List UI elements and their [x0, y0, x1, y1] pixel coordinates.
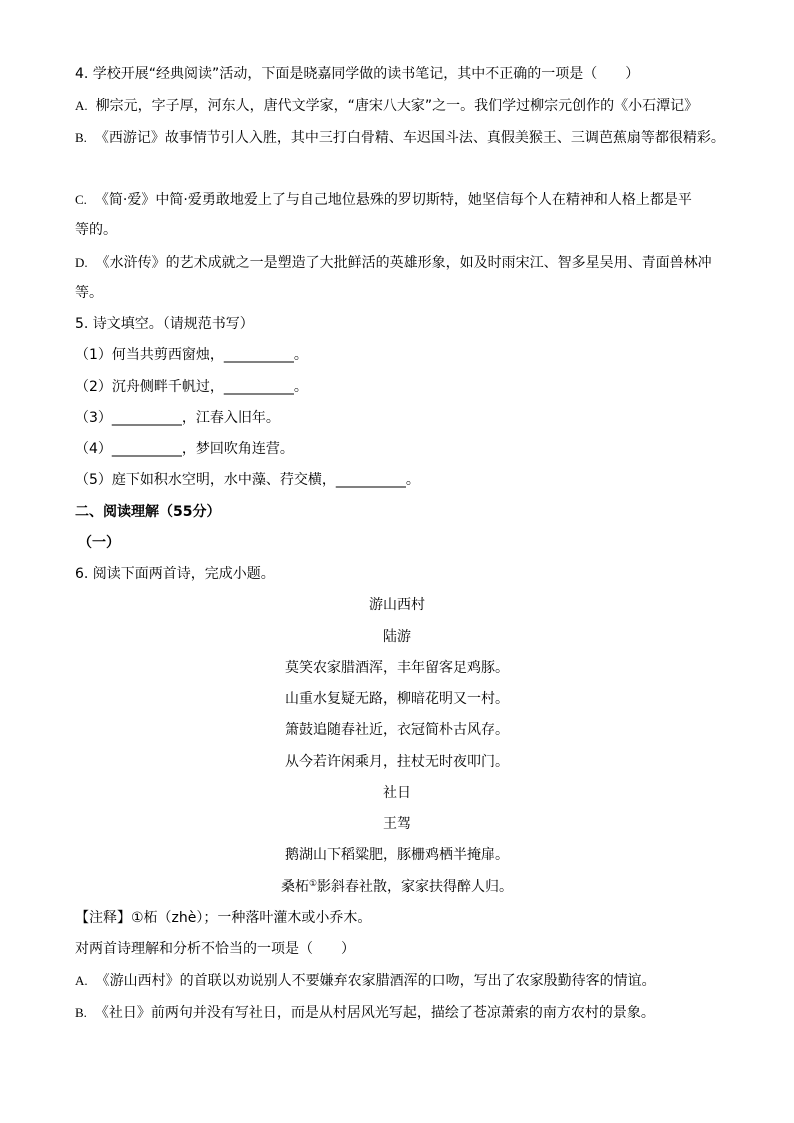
spacer	[75, 153, 719, 184]
annotation-tag: 【注释】	[75, 909, 131, 926]
question-6-option-b	[75, 997, 719, 1028]
question-4-option-c-continued: 等的。	[75, 222, 117, 239]
question-4-option-d-continued: 等。	[75, 284, 103, 301]
poem-1-line: 箫鼓追随春社近，衣冠简朴古风存。	[285, 722, 509, 739]
question-6-option-a	[75, 965, 719, 996]
footnote-mark: ①	[308, 878, 318, 889]
option-text: 《社日》前两句并没有写社日，而是从村居风光写起，描绘了苍凉萧索的南方农村的景象。	[94, 1004, 655, 1021]
poem-2-title: 社日	[383, 784, 411, 801]
poem-1-line: 从今若许闲乘月，拄杖无时夜叩门。	[285, 753, 509, 770]
question-5-stem: 5. 诗文填空。（请规范书写）	[75, 316, 254, 332]
poem-2-line: 鹅湖山下稻粱肥，豚栅鸡栖半掩扉。	[285, 847, 509, 864]
page-content	[75, 59, 725, 1028]
question-4-option-c	[75, 184, 719, 215]
option-text: 《游山西村》的首联以劝说别人不要嫌弃农家腊酒浑的口吻，写出了农家殷勤待客的情谊。	[95, 973, 656, 990]
option-label: B.	[75, 129, 87, 145]
poem-text: 桑柘	[280, 878, 309, 895]
fill-blank-item-5: （5）庭下如积水空明，水中藻、荇交横，__________。	[75, 472, 420, 489]
poem-2-author: 王驾	[383, 816, 411, 832]
poem-1-author: 陆游	[383, 628, 411, 645]
option-label: B.	[75, 1004, 87, 1020]
question-6-prompt: 对两首诗理解和分析不恰当的一项是（ ）	[75, 941, 355, 957]
option-text: 柳宗元，字子厚，河东人，唐代文学家，“唐宋八大家”之一。我们学过柳宗元创作的《小石潭记》	[95, 98, 699, 115]
option-label: A.	[75, 98, 88, 114]
option-label: D.	[75, 254, 88, 270]
poem-2-line-with-note	[75, 872, 719, 903]
poem-text: 影斜春社散，家家扶得醉人归。	[317, 878, 514, 895]
section-title: 二、阅读理解（55分）	[75, 503, 221, 520]
option-label: C.	[75, 192, 87, 207]
fill-blank-item-1: （1）何当共剪西窗烛，__________。	[75, 347, 308, 364]
poem-1-title: 游山西村	[369, 597, 425, 614]
fill-blank-item-2: （2）沉舟侧畔千帆过，__________。	[75, 378, 308, 395]
fill-blank-item-4: （4）__________，梦回吹角连营。	[75, 441, 294, 457]
question-6-stem: 6. 阅读下面两首诗，完成小题。	[75, 566, 275, 582]
option-text: 《西游记》故事情节引人入胜，其中三打白骨精、车迟国斗法、真假美猴王、三调芭蕉扇等都很精彩。	[94, 129, 725, 146]
fill-blank-item-3: （3）__________，江春入旧年。	[75, 409, 280, 426]
question-4-stem: 4. 学校开展“经典阅读”活动，下面是晓嘉同学做的读书笔记，其中不正确的一项是（ ）	[75, 66, 640, 82]
question-4-option-b	[75, 122, 725, 153]
option-text: 《简·爱》中简·爱勇敢地爱上了与自己地位悬殊的罗切斯特，她坚信每个人在精神和人格上都是平	[94, 192, 692, 208]
annotation	[75, 903, 719, 934]
option-text: 《水浒传》的艺术成就之一是塑造了大批鲜活的英雄形象，如及时雨宋江、智多星吴用、青面兽林冲	[95, 254, 712, 271]
subsection-title: （一）	[78, 534, 120, 551]
question-4-option-a	[75, 90, 719, 121]
question-4-option-d	[75, 247, 719, 278]
option-label: A.	[75, 973, 88, 989]
annotation-text: ①柘（zhè）；一种落叶灌木或小乔木。	[131, 909, 372, 926]
poem-1-line: 山重水复疑无路，柳暗花明又一村。	[285, 691, 509, 707]
poem-1-line: 莫笑农家腊酒浑，丰年留客足鸡豚。	[285, 659, 509, 676]
